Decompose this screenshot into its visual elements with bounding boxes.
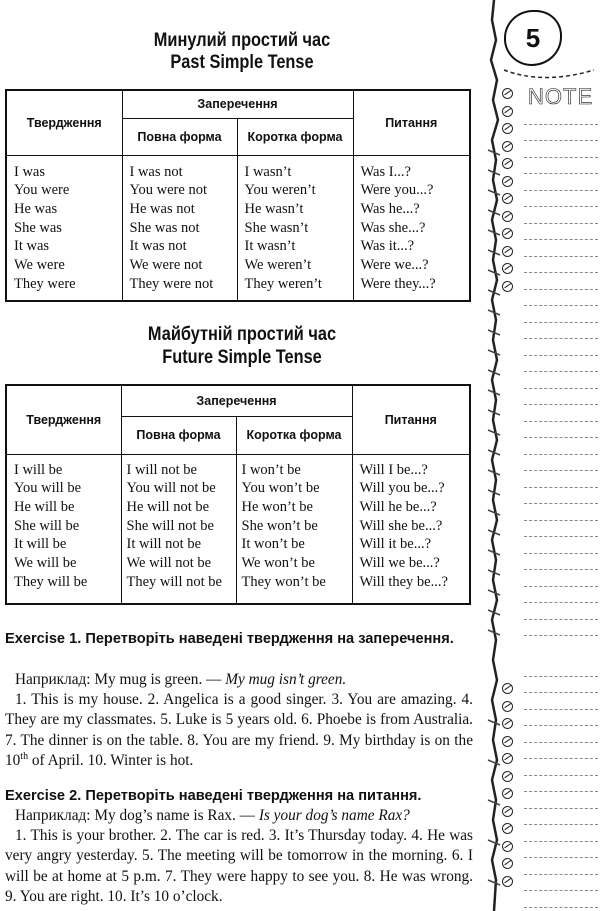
full-form-column — [121, 454, 236, 604]
table-cell: They will be — [14, 573, 88, 590]
table-cell: She was — [14, 219, 62, 236]
future-simple-table — [5, 384, 471, 605]
future-title-ua: Майбутній простий час — [147, 324, 337, 345]
full-form-column — [122, 155, 237, 301]
table-cell: You were — [14, 182, 70, 199]
table-cell: I was not — [129, 163, 183, 180]
table-cell: Will he be...? — [359, 498, 437, 515]
table-cell: He will not be — [126, 498, 210, 515]
header-affirmative: Твердження — [6, 385, 121, 454]
table-cell: I won’t be — [241, 461, 301, 478]
example-answer: Is your dog’s name Rax? — [258, 807, 410, 824]
exercise-2-example — [5, 806, 473, 826]
dashed-curve — [504, 70, 594, 78]
spiral-ring-icon — [502, 88, 513, 99]
torn-edge — [484, 0, 504, 911]
spiral-rings-bottom — [502, 683, 516, 893]
table-cell: We will not be — [126, 555, 212, 572]
example-label: Наприклад: My dog’s name is Rax. — — [15, 807, 259, 824]
header-question: Питання — [353, 90, 470, 155]
table-cell: They were — [14, 275, 76, 292]
table-cell: I will be — [14, 461, 63, 478]
table-cell: Was I...? — [360, 163, 411, 180]
spiral-ring-icon — [502, 788, 513, 799]
header-question: Питання — [352, 385, 470, 454]
table-cell: Was she...? — [360, 219, 426, 236]
spiral-rings-top — [502, 88, 516, 298]
table-cell: He was — [14, 200, 58, 217]
table-cell: It wasn’t — [244, 238, 296, 255]
spiral-ring-icon — [502, 841, 513, 852]
affirmative-column — [6, 155, 122, 301]
table-cell: They were not — [129, 275, 214, 292]
table-cell: Will they be...? — [359, 573, 448, 590]
table-cell: We will be — [14, 555, 77, 572]
table-cell: He wasn’t — [244, 200, 304, 217]
table-cell: It was — [14, 238, 50, 255]
spiral-ring-icon — [502, 141, 513, 152]
table-cell: He was not — [129, 200, 195, 217]
spiral-ring-icon — [502, 736, 513, 747]
exercise-1-sentences: 1. This is my house. 2. Angelica is a good singer. 3. You are amazing. 4. They are my classmates. 5. Luke is 5 years old. 6. Phoebe is from Australia. 7. The dinner is on the table. 8. You are my friend. 9. My birthday is on the 10 — [5, 691, 473, 770]
table-cell: It will not be — [126, 536, 202, 553]
exercise-1-sentences-end: of April. 10. Winter is hot. — [28, 752, 194, 770]
spiral-ring-icon — [502, 858, 513, 869]
table-cell: You will be — [14, 480, 82, 497]
past-title-ua: Минулий простий час — [153, 30, 331, 51]
spiral-ring-icon — [502, 246, 513, 257]
table-cell: You will not be — [126, 480, 216, 497]
table-cell: Will I be...? — [359, 461, 428, 478]
past-simple-table — [5, 89, 471, 302]
table-cell: She won’t be — [241, 517, 318, 534]
table-cell: We were not — [129, 257, 203, 274]
table-cell: Were they...? — [360, 275, 436, 292]
table-cell: You weren’t — [244, 182, 316, 199]
table-cell: Were you...? — [360, 182, 434, 199]
spiral-ring-icon — [502, 701, 513, 712]
table-cell: They weren’t — [244, 275, 322, 292]
table-cell: Will it be...? — [359, 536, 432, 553]
table-cell: He will be — [14, 498, 75, 515]
table-cell: It was not — [129, 238, 187, 255]
spiral-ring-icon — [502, 718, 513, 729]
table-cell: She was not — [129, 219, 200, 236]
table-cell: You won’t be — [241, 480, 320, 497]
table-cell: We won’t be — [241, 555, 315, 572]
table-cell: She wasn’t — [244, 219, 309, 236]
table-cell: It won’t be — [241, 536, 305, 553]
spiral-ring-icon — [502, 876, 513, 887]
table-cell: She will not be — [126, 517, 214, 534]
table-cell: It will be — [14, 536, 67, 553]
page-number: 5 — [504, 10, 562, 66]
header-full-form: Повна форма — [122, 118, 237, 155]
spiral-ring-icon — [502, 211, 513, 222]
spiral-ring-icon — [502, 193, 513, 204]
table-cell: Was he...? — [360, 200, 420, 217]
header-short-form: Коротка форма — [237, 118, 353, 155]
table-cell: Were we...? — [360, 257, 429, 274]
header-negative: Заперечення — [122, 90, 353, 118]
exercise-1-text — [5, 690, 473, 772]
notes-lines-top — [524, 108, 598, 636]
notes-lines-bottom — [524, 660, 598, 908]
table-cell: You were not — [129, 182, 207, 199]
short-form-column — [237, 155, 353, 301]
table-cell: We weren’t — [244, 257, 312, 274]
question-column — [353, 155, 470, 301]
future-title-en: Future Simple Tense — [162, 347, 322, 368]
header-affirmative: Твердження — [6, 90, 122, 155]
spiral-ring-icon — [502, 106, 513, 117]
spiral-ring-icon — [502, 281, 513, 292]
example-answer: My mug isn’t green. — [225, 671, 347, 688]
note-label: NOTE — [528, 84, 594, 109]
table-cell: Will we be...? — [359, 555, 440, 572]
table-cell: Was it...? — [360, 238, 415, 255]
table-cell: He won’t be — [241, 498, 313, 515]
example-label: Наприклад: My mug is green. — — [15, 671, 226, 688]
table-cell: I was — [14, 163, 46, 180]
spiral-ring-icon — [502, 806, 513, 817]
table-cell: They won’t be — [241, 573, 326, 590]
table-cell: Will you be...? — [359, 480, 445, 497]
table-cell: We were — [14, 257, 65, 274]
spiral-ring-icon — [502, 753, 513, 764]
spiral-ring-icon — [502, 683, 513, 694]
table-cell: She will be — [14, 517, 80, 534]
exercise-1-example — [5, 670, 473, 690]
exercise-2-title: Exercise 2. Перетворіть наведені твердження на питання. — [5, 788, 422, 804]
ordinal-suffix: th — [20, 751, 29, 763]
spiral-ring-icon — [502, 228, 513, 239]
past-title-en: Past Simple Tense — [170, 52, 314, 73]
spiral-ring-icon — [502, 176, 513, 187]
spiral-ring-icon — [502, 123, 513, 134]
short-form-column — [236, 454, 352, 604]
spiral-ring-icon — [502, 158, 513, 169]
affirmative-column — [6, 454, 121, 604]
table-cell: Will she be...? — [359, 517, 443, 534]
spiral-ring-icon — [502, 771, 513, 782]
exercise-1-title: Exercise 1. Перетворіть наведені твердження на заперечення. — [5, 631, 454, 647]
spiral-ring-icon — [502, 823, 513, 834]
table-cell: They will not be — [126, 573, 222, 590]
notes-sidebar — [484, 0, 600, 911]
torn-edge-line — [491, 0, 498, 911]
table-cell: I will not be — [126, 461, 197, 478]
question-column — [352, 454, 470, 604]
header-short-form: Коротка форма — [236, 416, 352, 454]
table-cell: I wasn’t — [244, 163, 292, 180]
spiral-ring-icon — [502, 263, 513, 274]
header-negative: Заперечення — [121, 385, 352, 416]
header-full-form: Повна форма — [121, 416, 236, 454]
exercise-2-text: 1. This is your brother. 2. The car is red. 3. It’s Thursday today. 4. He was very angry yesterday. 5. The meeting will be tomorrow in the morning. 6. I will be at home at 5 p.m. 7. They were happy to see you. 8. He was wrong. 9. You are right. 10. It’s 10 o’clock. — [5, 827, 473, 906]
